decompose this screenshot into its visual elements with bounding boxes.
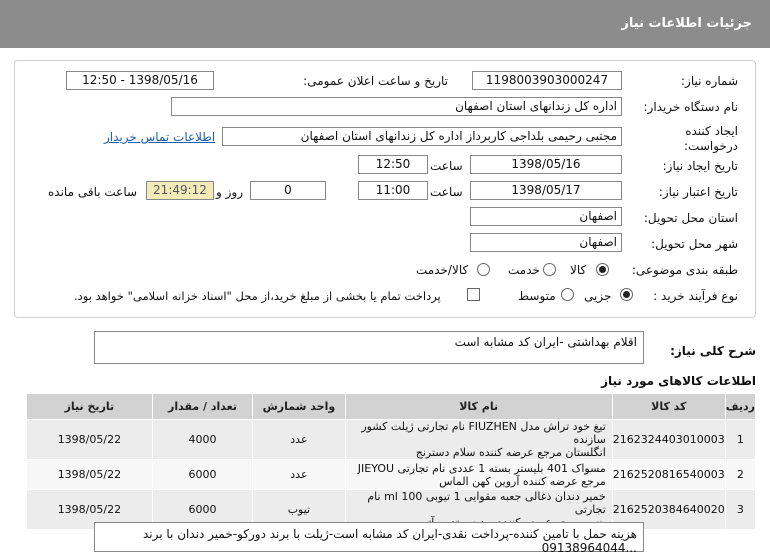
col-header-date: تاریخ نیاز [27, 394, 153, 420]
item-qty: 4000 [152, 420, 253, 460]
table-row [27, 420, 756, 460]
item-date: 1398/05/22 [27, 460, 153, 490]
process-option-medium: متوسط [518, 289, 556, 303]
announce-field: 1398/05/16 - 12:50 [66, 71, 214, 90]
created-date-field: 1398/05/16 [470, 155, 622, 174]
goods-table-header [27, 394, 756, 420]
category-option-service: خدمت [508, 263, 540, 277]
col-header-code: کد کالا [612, 394, 725, 420]
province-field: اصفهان [470, 207, 622, 226]
province-label: استان محل تحویل: [643, 211, 738, 225]
need-number-field: 1198003903000247 [472, 71, 622, 90]
item-date: 1398/05/22 [27, 420, 153, 460]
item-unit: تیوب [253, 490, 345, 530]
item-date: 1398/05/22 [27, 490, 153, 530]
category-radio-goods[interactable] [596, 263, 609, 276]
description-text: اقلام بهداشتی -ایران کد مشابه است [454, 335, 637, 349]
item-name [345, 460, 612, 490]
days-field: 0 [250, 181, 326, 200]
item-name [345, 420, 612, 460]
buyer-notes-line-2: ...09138964044 [541, 541, 637, 555]
valid-time-label: ساعت [430, 185, 463, 199]
row-index: 2 [725, 460, 755, 490]
category-option-goods: کالا [570, 263, 587, 277]
buyer-label: نام دستگاه خریدار: [643, 100, 738, 114]
treasury-payment-checkbox[interactable] [467, 288, 480, 301]
row-index: 3 [725, 490, 755, 530]
city-field: اصفهان [470, 233, 622, 252]
table-row [27, 460, 756, 490]
item-code: 2162324403010003 [612, 420, 725, 460]
category-label: طبقه بندی موضوعی: [631, 263, 738, 277]
buyer-notes-text [143, 527, 637, 555]
valid-time-field: 11:00 [358, 181, 428, 200]
valid-date-field: 1398/05/17 [470, 181, 622, 200]
item-qty: 6000 [152, 490, 253, 530]
col-header-row: ردیف [725, 394, 755, 420]
item-name-line-2: مرجع عرضه کننده آروین کهن الماس [439, 474, 606, 488]
goods-section-title: اطلاعات کالاهای مورد نیاز [601, 374, 756, 388]
item-code: 2162520816540003 [612, 460, 725, 490]
remaining-label: ساعت باقی مانده [48, 185, 138, 199]
col-header-qty: تعداد / مقدار [152, 394, 253, 420]
created-date-label: تاریخ ایجاد نیاز: [662, 159, 738, 173]
buyer-field: اداره کل زندانهای استان اصفهان [171, 97, 622, 116]
process-radio-medium[interactable] [561, 288, 574, 301]
item-unit: عدد [253, 460, 345, 490]
creator-label-1: ایجاد کننده [685, 124, 738, 138]
page-header [0, 0, 770, 48]
item-name-line-1: تیغ خود تراش مدل FIUZHEN نام تجارتی ژیلت کشور سازنده [361, 420, 606, 446]
description-box [94, 331, 644, 364]
city-label: شهر محل تحویل: [651, 237, 738, 251]
buyer-notes-box [94, 522, 644, 555]
process-option-minor: جزیی [584, 289, 612, 303]
need-number-label: شماره نیاز: [681, 74, 738, 88]
buyer-contact-link[interactable]: اطلاعات تماس خریدار [104, 130, 216, 144]
process-label: نوع فرآیند خرید : [653, 289, 738, 303]
category-radio-service[interactable] [543, 263, 556, 276]
created-time-field: 12:50 [358, 155, 428, 174]
days-label: روز و [216, 185, 243, 199]
item-name-line-1: مسواک 401 بلیستر بسته 1 عددی نام تجارتی JIEYOU [357, 461, 606, 475]
process-radio-minor[interactable] [620, 288, 633, 301]
item-code: 2162520384640020 [612, 490, 725, 530]
valid-date-label: تاریخ اعتبار نیاز: [658, 185, 738, 199]
col-header-unit: واحد شمارش [253, 394, 345, 420]
item-name-line-2: انگلستان مرجع عرضه کننده سلام دسترنج [415, 446, 606, 459]
announce-label: تاریخ و ساعت اعلان عمومی: [303, 74, 448, 88]
created-time-label: ساعت [430, 159, 463, 173]
creator-field: مجتبی رحیمی بلداجی کاربرداز اداره کل زندانهای استان اصفهان [222, 127, 622, 146]
page-title: جزئیات اطلاعات نیاز [621, 16, 752, 31]
remaining-time-field: 21:49:12 [146, 181, 214, 200]
description-label: شرح کلی نیاز: [670, 344, 756, 358]
treasury-payment-note: پرداخت تمام یا بخشی از مبلغ خرید،از محل "اسناد خزانه اسلامی" خواهد بود. [74, 289, 441, 303]
col-header-name: نام کالا [345, 394, 612, 420]
item-qty: 6000 [152, 460, 253, 490]
category-radio-goods-service[interactable] [477, 263, 490, 276]
item-unit: عدد [253, 420, 345, 460]
goods-table [26, 393, 756, 530]
category-option-goods-service: کالا/خدمت [416, 263, 469, 277]
buyer-notes-line-1: هزینه حمل با تامین کننده-پرداخت نقدی-ایران کد مشابه است-ژیلت با برند دورکو-خمیر دندان با برند [142, 527, 637, 541]
creator-label-2: درخواست: [684, 139, 738, 153]
row-index: 1 [725, 420, 755, 460]
item-name-line-1: خمیر دندان ذغالی جعبه مقوایی 1 تیوبی ml 100 نام تجارتی [367, 490, 606, 516]
